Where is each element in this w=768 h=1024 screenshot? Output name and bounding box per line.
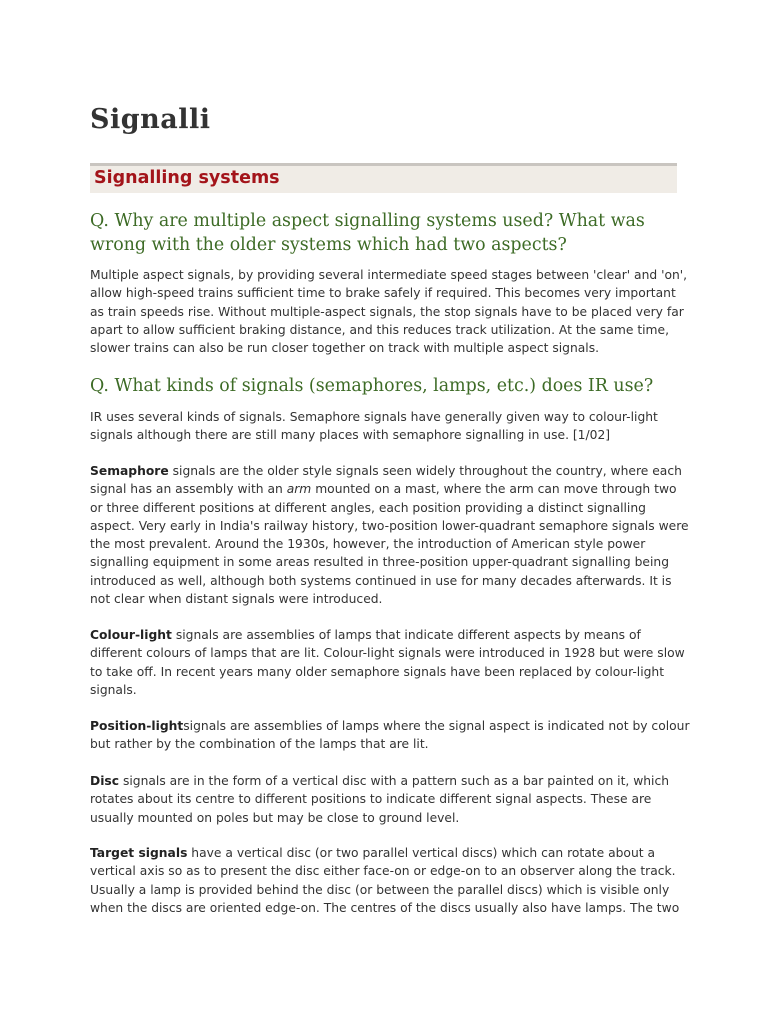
- paragraph-line: as train speeds rise. Without multiple-aspect signals, the stop signals have to be placed very far: [90, 304, 684, 319]
- paragraph-line: Disc signals are in the form of a vertical disc with a pattern such as a bar painted on it, which: [90, 774, 670, 788]
- paragraph-line: when the discs are oriented edge-on. The centres of the discs usually also have lamps. The two: [90, 900, 680, 915]
- term-colour-light: Colour-light: [90, 628, 172, 642]
- question-line: Q. Why are multiple aspect signalling systems used? What was: [90, 211, 645, 231]
- question-line: Q. What kinds of signals (semaphores, lamps, etc.) does IR use?: [90, 376, 654, 396]
- paragraph-line: Usually a lamp is provided behind the disc (or between the parallel discs) which is visible only: [90, 882, 670, 897]
- section-header-bar: [90, 163, 677, 193]
- paragraph-line: or three different positions at different angles, each position providing a distinct signalling: [90, 500, 646, 515]
- paragraph-line: not clear when distant signals were introduced.: [90, 592, 383, 607]
- question-kinds-of-signals: [90, 374, 653, 398]
- term-disc: Disc: [90, 774, 120, 788]
- paragraph-semaphore: [90, 462, 689, 608]
- paragraph-line: signal has an assembly with an arm mounted on a mast, where the arm can move through two: [90, 482, 677, 497]
- paragraph-line: aspect. Very early in India's railway history, two-position lower-quadrant semaphore signals were: [90, 518, 689, 533]
- paragraph-line: Colour-light signals are assemblies of lamps that indicate different aspects by means of: [90, 628, 641, 642]
- paragraph-line: different colours of lamps that are lit. Colour-light signals were introduced in 1928 but were slow: [90, 646, 685, 661]
- question-line: wrong with the older systems which had two aspects?: [90, 235, 567, 255]
- paragraph-disc: [90, 772, 669, 827]
- paragraph-line: slower trains can also be run closer together on track with multiple aspect signals.: [90, 341, 600, 356]
- paragraph-multiple-aspect: [90, 266, 687, 357]
- section-title: Signalling systems: [94, 168, 280, 188]
- paragraph-colour-light: [90, 626, 685, 699]
- paragraph-line: apart to allow sufficient braking distance, and this reduces track utilization. At the same time,: [90, 322, 670, 337]
- paragraph-target-signals: [90, 844, 679, 917]
- term-arm: arm: [286, 482, 312, 497]
- paragraph-line: rotates about its centre to different positions to indicate different signal aspects. These are: [90, 792, 652, 807]
- paragraph-line: Semaphore signals are the older style signals seen widely throughout the country, where each: [90, 464, 682, 478]
- paragraph-line: usually mounted on poles but may be close to ground level.: [90, 810, 460, 825]
- paragraph-line: allow high-speed trains sufficient time to brake safely if required. This becomes very important: [90, 286, 676, 301]
- paragraph-line: Position-lightsignals are assemblies of lamps where the signal aspect is indicated not by colour: [90, 719, 690, 733]
- paragraph-line: the most prevalent. Around the 1930s, however, the introduction of American style power: [90, 537, 646, 552]
- paragraph-line: to take off. In recent years many older semaphore signals have been replaced by colour-light: [90, 664, 665, 679]
- term-position-light: Position-light: [90, 719, 184, 733]
- paragraph-position-light: [90, 717, 690, 754]
- paragraph-line: vertical axis so as to present the disc either face-on or edge-on to an observer along the track.: [90, 864, 676, 879]
- paragraph-line: IR uses several kinds of signals. Semaphore signals have generally given way to colour-light: [90, 410, 658, 424]
- paragraph-line: but rather by the combination of the lamps that are lit.: [90, 737, 429, 752]
- term-semaphore: Semaphore: [90, 464, 169, 478]
- paragraph-line: signalling equipment in some areas resulted in three-position upper-quadrant signalling being: [90, 555, 670, 570]
- question-multiple-aspect: [90, 209, 645, 257]
- paragraph-line: signals.: [90, 682, 137, 697]
- term-target-signals: Target signals: [90, 846, 188, 860]
- paragraph-line: signals although there are still many places with semaphore signalling in use. [1/02]: [90, 428, 611, 443]
- paragraph-line: introduced as well, although both systems continued in use for many decades afterwards. It is: [90, 573, 672, 588]
- paragraph-ir-signals: [90, 408, 658, 445]
- page-title: Signalli: [90, 104, 211, 135]
- paragraph-line: Multiple aspect signals, by providing several intermediate speed stages between 'clear' and 'on',: [90, 268, 688, 282]
- paragraph-line: Target signals have a vertical disc (or two parallel vertical discs) which can rotate about a: [90, 846, 656, 860]
